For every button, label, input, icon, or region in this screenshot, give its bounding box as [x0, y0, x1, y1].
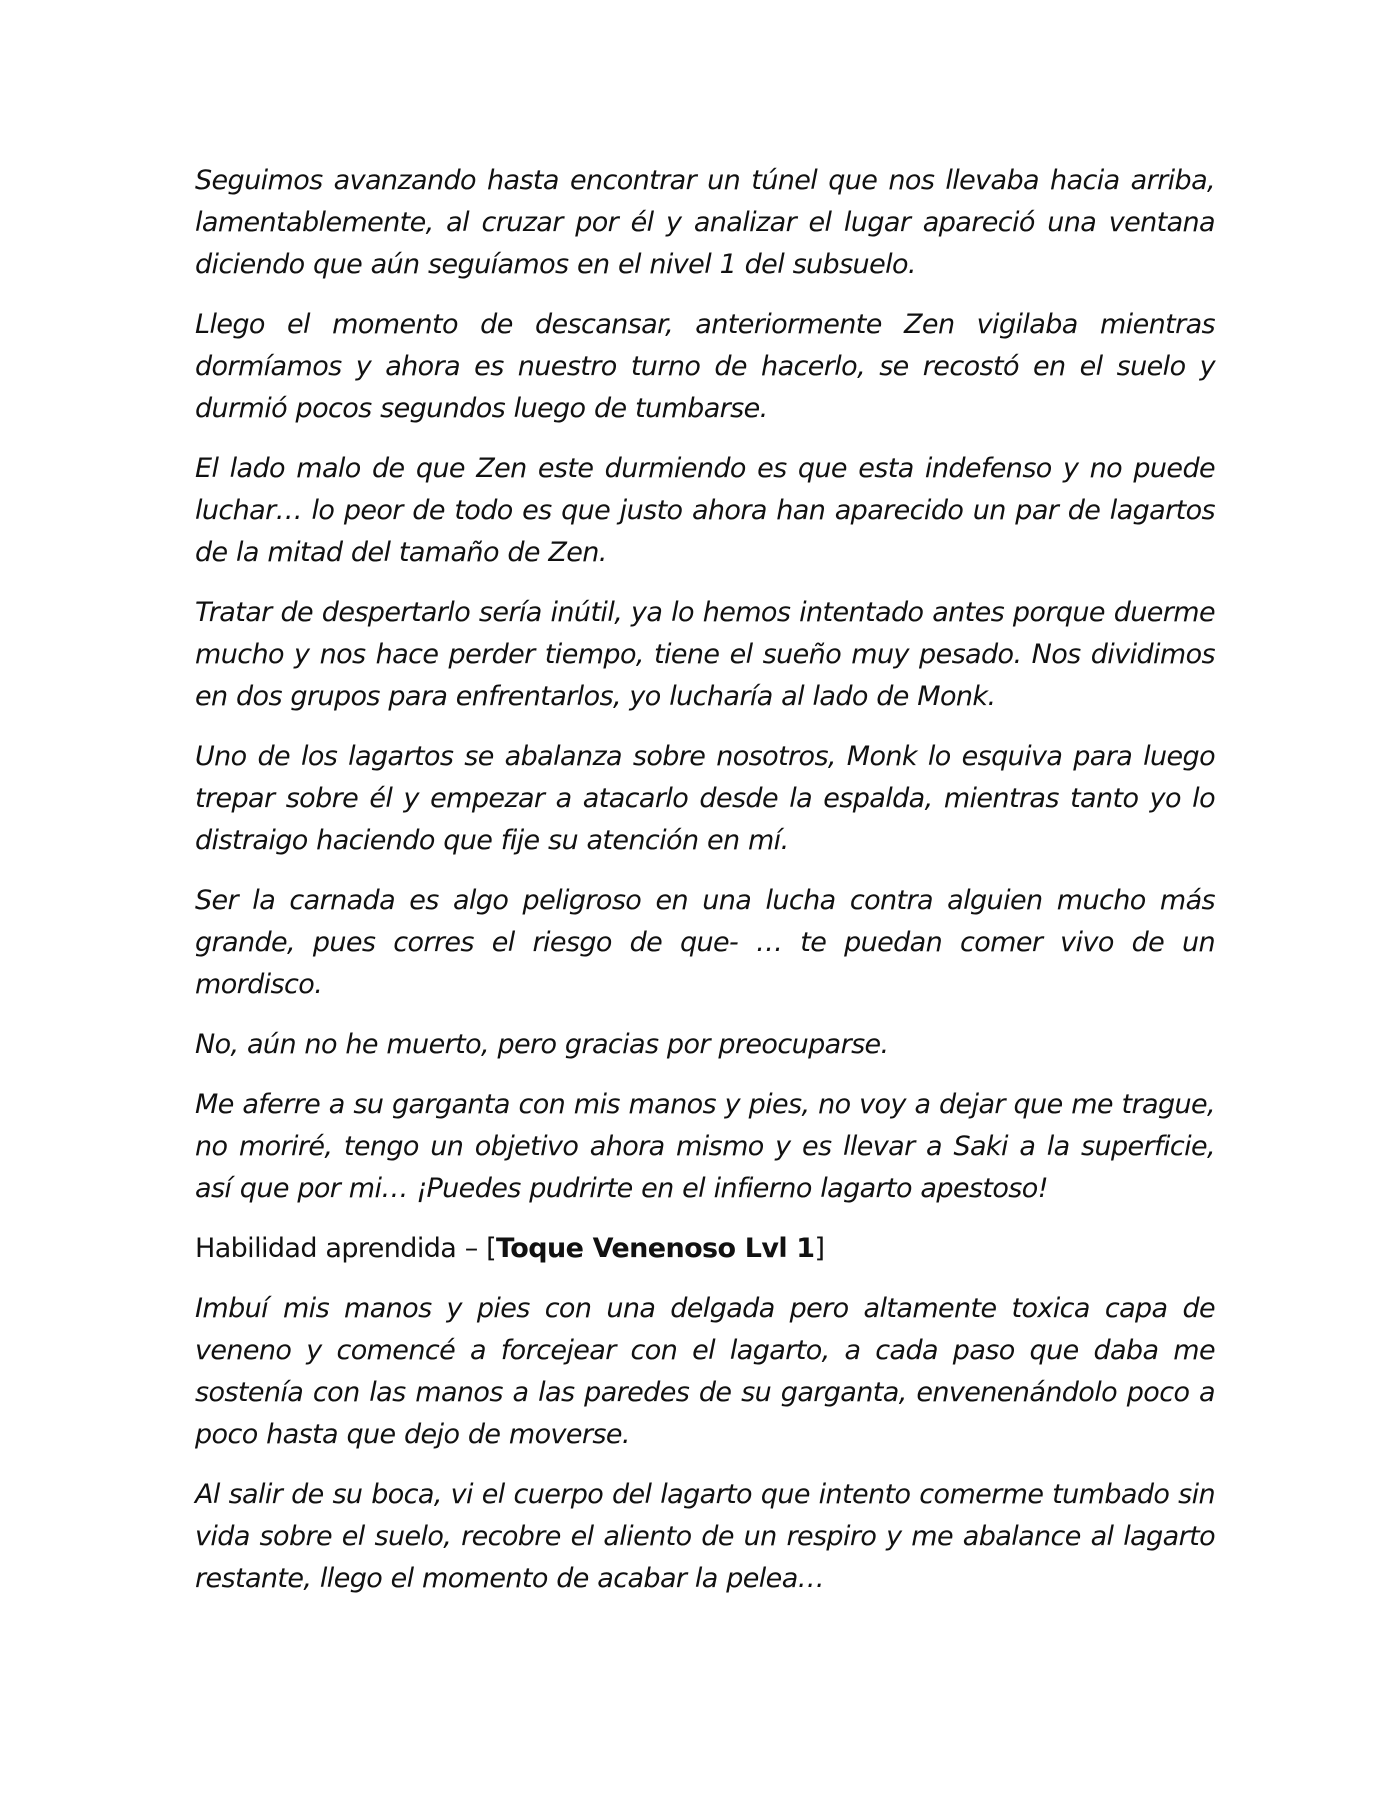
paragraph-8: Me aferre a su garganta con mis manos y pies, no voy a dejar que me trague, no moriré, tengo un objetivo ahora mismo y es llevar a Saki a la superficie, así que por mi… ¡Puedes pudrirte en el infierno lagarto apestoso! — [195, 1089, 1215, 1204]
paragraph-3: El lado malo de que Zen este durmiendo es que esta indefenso y no puede luchar… lo peor de todo es que justo ahora han aparecido un par de lagartos de la mitad del tamaño de Zen. — [195, 453, 1215, 568]
skill-prefix: Habilidad aprendida – [ — [195, 1233, 497, 1264]
paragraph-5: Uno de los lagartos se abalanza sobre nosotros, Monk lo esquiva para luego trepar sobre él y empezar a atacarlo desde la espalda, mientras tanto yo lo distraigo haciendo que fije su atención en mí. — [195, 741, 1215, 856]
paragraph-7: No, aún no he muerto, pero gracias por preocuparse. — [195, 1029, 889, 1060]
skill-name: Toque Venenoso Lvl 1 — [496, 1233, 815, 1264]
paragraph-4: Tratar de despertarlo sería inútil, ya lo hemos intentado antes porque duerme mucho y nos hace perder tiempo, tiene el sueño muy pesado. Nos dividimos en dos grupos para enfrentarlos, yo lucharía al lado de Monk. — [195, 597, 1215, 712]
skill-learned-line — [195, 1228, 1215, 1270]
paragraph-10: Al salir de su boca, vi el cuerpo del lagarto que intento comerme tumbado sin vida sobre el suelo, recobre el aliento de un respiro y me abalance al lagarto restante, llego el momento de acabar la pelea… — [195, 1479, 1215, 1594]
paragraph-6: Ser la carnada es algo peligroso en una lucha contra alguien mucho más grande, pues corres el riesgo de que- … te puedan comer vivo de un mordisco. — [195, 885, 1215, 1000]
skill-suffix: ] — [814, 1233, 825, 1264]
paragraph-1: Seguimos avanzando hasta encontrar un túnel que nos llevaba hacia arriba, lamentablemente, al cruzar por él y analizar el lugar apareció una ventana diciendo que aún seguíamos en el nivel 1 del subsuelo. — [195, 165, 1215, 280]
paragraph-9: Imbuí mis manos y pies con una delgada pero altamente toxica capa de veneno y comencé a forcejear con el lagarto, a cada paso que daba me sostenía con las manos a las paredes de su garganta, envenenándolo poco a poco hasta que dejo de moverse. — [195, 1293, 1215, 1450]
paragraph-2: Llego el momento de descansar, anteriormente Zen vigilaba mientras dormíamos y ahora es nuestro turno de hacerlo, se recostó en el suelo y durmió pocos segundos luego de tumbarse. — [195, 309, 1215, 424]
document-body — [195, 160, 1215, 1618]
